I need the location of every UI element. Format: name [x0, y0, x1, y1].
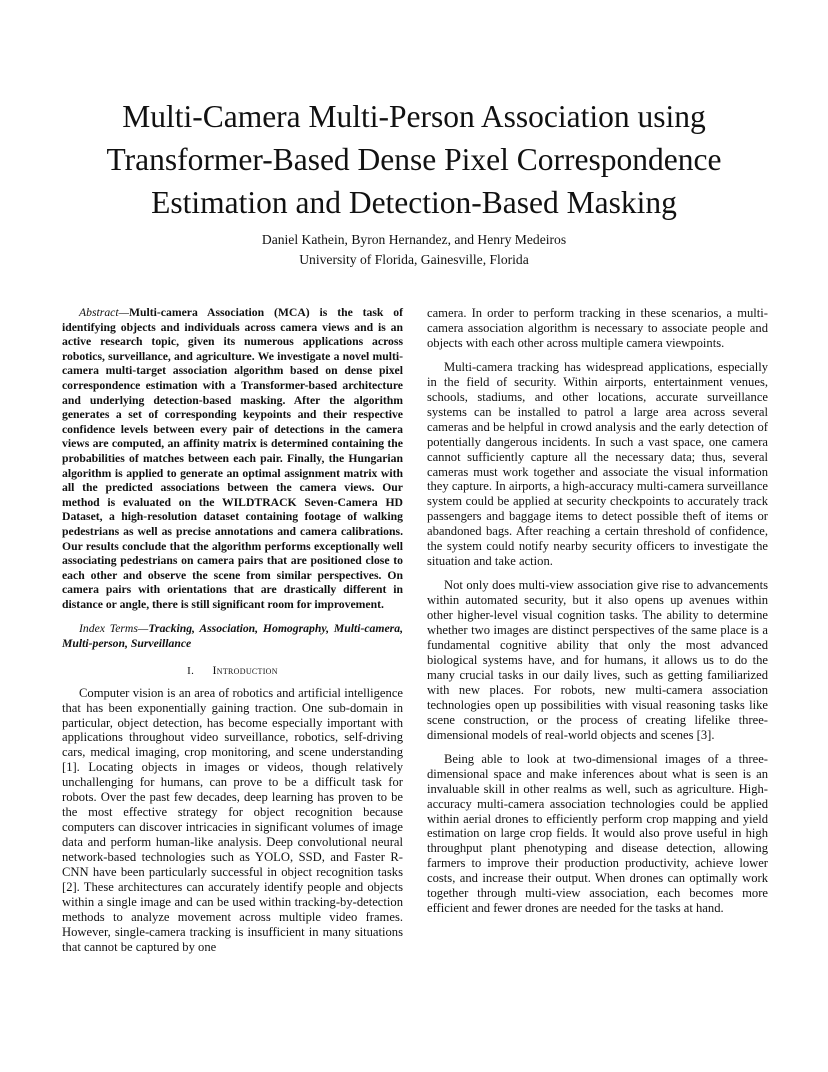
abstract-body: Multi-camera Association (MCA) is the task of identifying objects and individuals across camera views and is an active research topic, given its numerous applications across robotics, surveillance, and agriculture. We investigate a novel multi-camera multi-target association algorithm based on dense pixel correspondence estimation with a Transformer-based architecture and underlying detection-based masking. After the algorithm generates a set of corresponding keypoints and their respective confidence levels between every pair of detections in the camera views are computed, an affinity matrix is determined containing the probabilities of matches between each pair. Finally, the Hungarian algorithm is applied to generate an optimal assignment matrix with all the predicted associations between the camera views. Our method is evaluated on the WILDTRACK Seven-Camera HD Dataset, a high-resolution dataset containing footage of walking pedestrians as well as precise annotations and camera calibrations. Our results conclude that the algorithm performs exceptionally well associating pedestrians on camera pairs that are positioned close to each other and observe the scene from similar perspectives. On camera pairs with orientations that are drastically different in distance or angle, there is still significant room for improvement.: [62, 306, 403, 611]
intro-paragraph-1-continued: camera. In order to perform tracking in these scenarios, a multi-camera association algorithm is necessary to associate people and objects with each other across multiple camera viewpoints.: [427, 306, 768, 350]
paper-title: [60, 96, 768, 224]
title-line-1: Multi-Camera Multi-Person Association using: [122, 99, 706, 134]
section-heading: [62, 663, 403, 679]
index-terms-body: Tracking, Association, Homography, Multi-camera, Multi-person, Surveillance: [62, 622, 403, 651]
author-names: Daniel Kathein, Byron Hernandez, and Henry Medeiros: [261, 232, 567, 247]
index-terms-lead: Index Terms—: [79, 622, 149, 636]
title-line-3: Estimation and Detection-Based Masking: [151, 184, 677, 220]
title-line-2: Transformer-Based Dense Pixel Correspondence: [106, 141, 722, 177]
intro-paragraph-2: Multi-camera tracking has widespread applications, especially in the field of security. Within airports, entertainment venues, schools, stadiums, and other locations, accurate surveillance systems can be installed to patrol a large area across several cameras and be helpful in crowd analysis and the early detection of potentially dangerous incidents. In such a vast space, one camera cannot sufficiently capture all the necessary data; thus, several cameras must work together and associate the visual information they capture. In airports, a high-accuracy multi-camera surveillance system could be applied at security checkpoints to accurately track passengers and baggage items to detect possible theft of items or abandoned bags. After reaching a certain threshold of confidence, the system could notify nearby security officers to investigate the situation and take action.: [427, 359, 768, 569]
left-column: [62, 306, 403, 955]
index-terms: [62, 622, 403, 651]
section-number: I.: [187, 664, 195, 677]
intro-paragraph-4: Being able to look at two-dimensional images of a three-dimensional space and make inferences about what is seen is an invaluable skill in other realms as well, such as agriculture. High-accuracy multi-camera association technologies could be applied within aerial drones to efficiently perform crop mapping and yield estimation on large crop fields. It would also prove useful in high throughput plant phenotyping and disease detection, allowing farmers to improve their production productivity, achieve lower costs, and increase their output. When drones can optimally work together through multi-view association, each becomes more efficient and fewer drones are needed for the tasks at hand.: [427, 751, 768, 916]
abstract-lead: Abstract—: [79, 306, 129, 319]
intro-paragraph-1: Computer vision is an area of robotics and artificial intelligence that has been exponentially gaining traction. One sub-domain in particular, object detection, has become especially important with applications throughout video surveillance, robotics, self-driving cars, medical imaging, crop monitoring, and scene understanding [1]. Locating objects in images or videos, though relatively unchallenging for humans, can prove to be a difficult task for robots. Over the past few decades, deep learning has proven to be the most effective strategy for object recognition because computers can discover intricacies in significant volumes of image data and perform human-like analysis. Deep convolutional neural network-based technologies such as YOLO, SSD, and Faster R-CNN have been particularly successful in object recognition tasks [2]. These architectures can accurately identify people and objects within a single image and can be used within tracking-by-detection methods to analyze movement across multiple video frames. However, single-camera tracking is insufficient in many situations that cannot be captured by one: [62, 685, 403, 954]
section-title: Introduction: [212, 662, 278, 677]
affiliation: University of Florida, Gainesville, Florida: [299, 252, 529, 267]
abstract: [62, 306, 403, 612]
intro-paragraph-3: Not only does multi-view association give rise to advancements within automated security, but it also opens up avenues within other higher-level visual cognition tasks. The ability to determine whether two images are distinct perspectives of the same place is a fundamental cognitive ability that only the most advanced biological systems have, and for humans, it allows us to do the many crucial tasks in our daily lives, such as getting familiarized with new places. For robots, new multi-camera association technologies open up possibilities with visual reasoning tasks like scene construction, or the process of creating lifelike three-dimensional models of real-world objects and scenes [3].: [427, 578, 768, 742]
author-block: [60, 230, 768, 270]
right-column: [427, 306, 768, 916]
